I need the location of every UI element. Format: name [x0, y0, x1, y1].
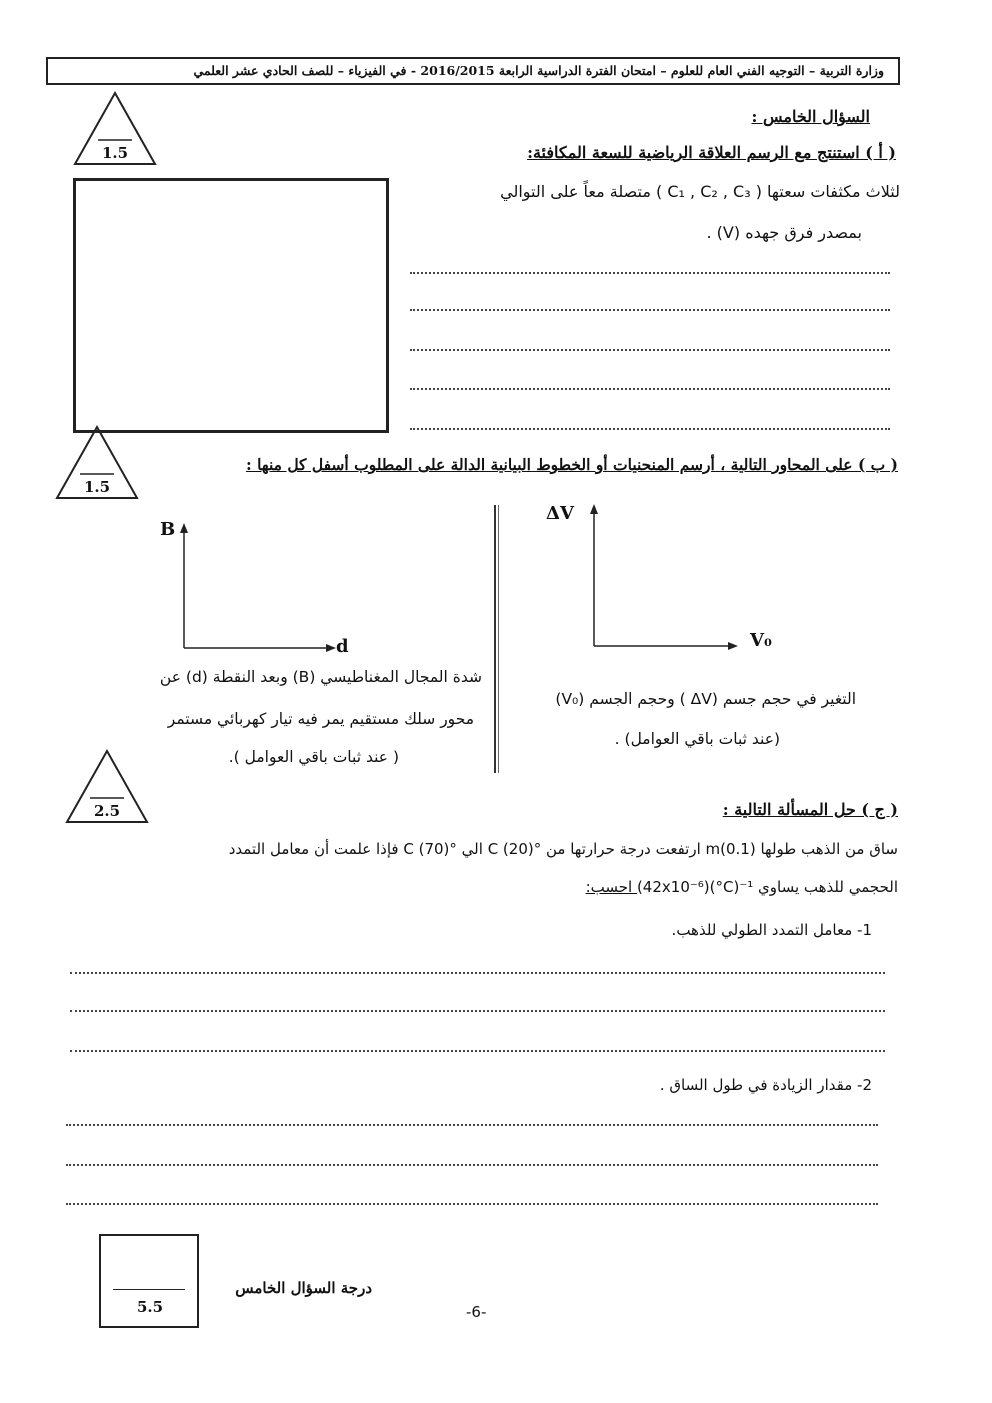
score-a: 1.5 [101, 144, 129, 162]
drawing-box-a[interactable] [73, 178, 389, 433]
answer-line[interactable] [66, 1164, 878, 1166]
part-a-title: ( أ ) استنتج مع الرسم العلاقة الرياضية للسعة المكافئة: [527, 143, 896, 162]
part-c-formula: (42x10⁻⁶)(°C)⁻¹ [636, 878, 754, 896]
y-axis-label-b: B [160, 519, 176, 540]
part-c-title: ( ج ) حل المسألة التالية : [722, 800, 898, 819]
footer-label: درجة السؤال الخامس [235, 1279, 372, 1297]
x-axis-label-v0: V₀ [750, 630, 772, 651]
left-caption-1: شدة المجال المغناطيسي (B) وبعد النقطة (d) عن [159, 668, 482, 686]
answer-line[interactable] [410, 309, 890, 311]
part-c-line1: ساق من الذهب طولها m(0.1) ارتفعت درجة حرارتها من °C (20) الي °C (70) فإذا علمت أن معامل التمدد [228, 840, 898, 858]
left-caption-3: ( عند ثبات باقي العوامل ). [228, 748, 399, 766]
graph-b-vs-d[interactable] [170, 520, 350, 660]
part-a-line2: بمصدر فرق جهده (V) . [706, 223, 862, 242]
part-b-title: ( ب ) على المحاور التالية ، أرسم المنحنيات أو الخطوط البيانية الدالة على المطلوب أسفل كل منها : [245, 455, 898, 474]
graph-dv-vs-v0[interactable] [580, 500, 750, 652]
score-b: 1.5 [83, 478, 111, 496]
question-title: السؤال الخامس : [751, 107, 870, 126]
answer-line[interactable] [410, 428, 890, 430]
right-caption-1: التغير في حجم جسم (ΔV ) وحجم الجسم (V₀) [555, 690, 856, 708]
part-c-item1: 1- معامل التمدد الطولي للذهب. [671, 921, 872, 939]
x-axis-label-d: d [336, 636, 349, 657]
page-number: -6- [466, 1303, 487, 1321]
score-triangle-b [54, 424, 140, 502]
part-c-line2 [586, 878, 898, 896]
left-caption-2: محور سلك مستقيم يمر فيه تيار كهربائي مستمر [167, 710, 474, 728]
answer-line[interactable] [66, 1124, 878, 1126]
y-axis-label-dv: ΔV [546, 503, 574, 524]
score-triangle-a [72, 90, 158, 168]
score-triangle-c [64, 748, 150, 826]
answer-line[interactable] [70, 1010, 885, 1012]
part-a-line1: لثلاث مكثفات سعتها ( C₁ , C₂ , C₃ ) متصلة معاً على التوالي [500, 182, 900, 201]
answer-line[interactable] [410, 272, 890, 274]
part-c-item2: 2- مقدار الزيادة في طول الساق . [659, 1076, 872, 1094]
part-c-line2-main: الحجمي للذهب يساوي [753, 878, 898, 896]
answer-line[interactable] [70, 972, 885, 974]
answer-line[interactable] [70, 1050, 885, 1052]
answer-line[interactable] [410, 349, 890, 351]
part-c-line2-end: احسب: [585, 878, 637, 896]
answer-line[interactable] [410, 388, 890, 390]
exam-header: وزارة التربية – التوجيه الفني العام للعلوم – امتحان الفترة الدراسية الرابعة 2016/2015 - في الفيزياء – للصف الحادي عشر العلمي [46, 57, 900, 85]
graph-divider [494, 505, 499, 773]
score-divider [113, 1289, 185, 1290]
score-c: 2.5 [93, 802, 121, 820]
total-score: 5.5 [136, 1298, 164, 1316]
answer-line[interactable] [66, 1203, 878, 1205]
total-score-box[interactable] [99, 1234, 199, 1328]
right-caption-2: (عند ثبات باقي العوامل) . [614, 730, 780, 748]
